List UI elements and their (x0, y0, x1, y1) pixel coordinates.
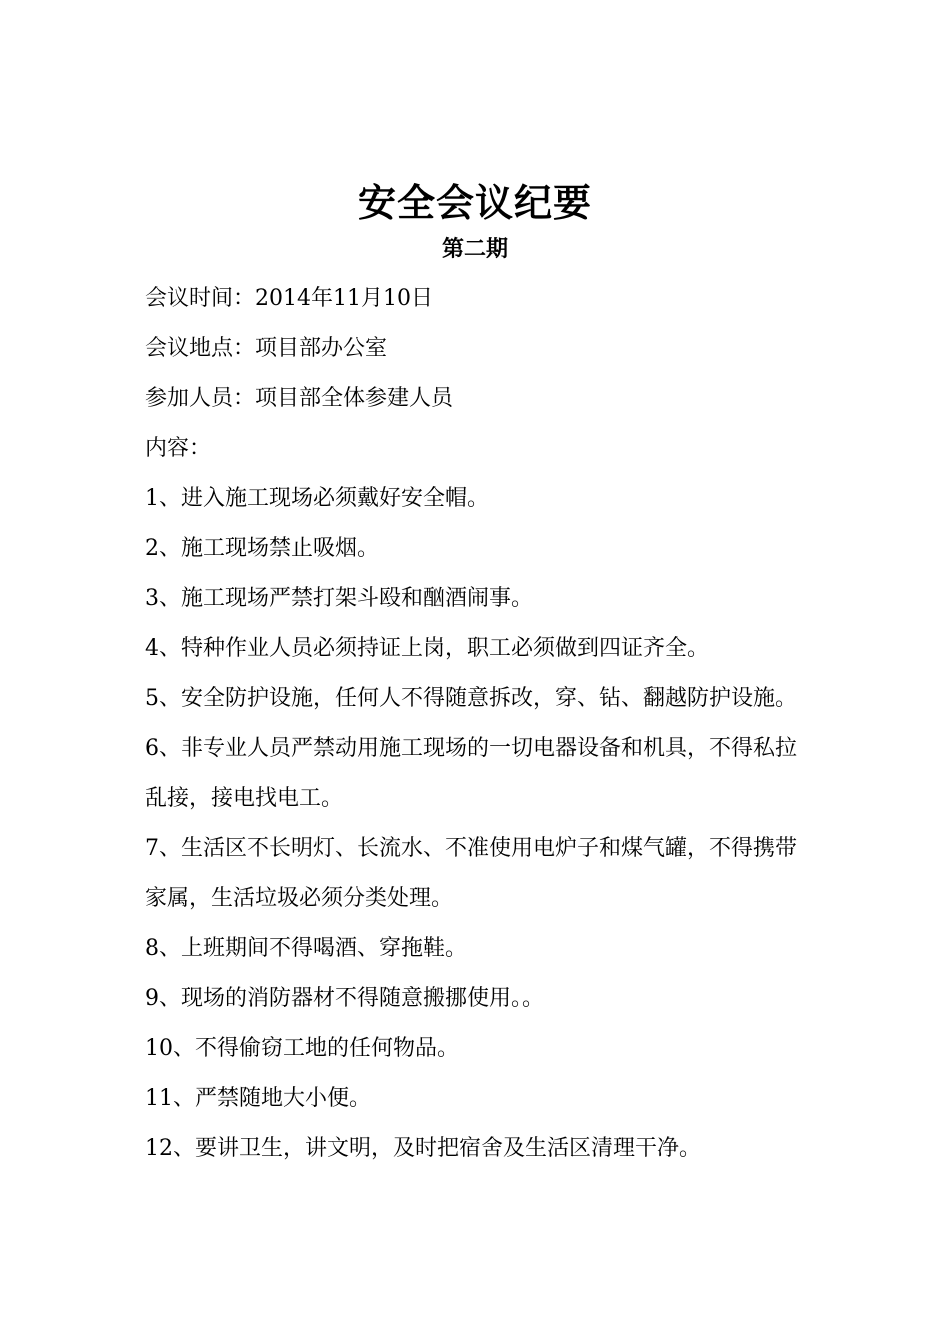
content-label: 内容： (145, 436, 212, 461)
content-item-1: 1、进入施工现场必须戴好安全帽。 (145, 486, 489, 511)
content-item-9: 9、现场的消防器材不得随意搬挪使用。。 (145, 986, 544, 1011)
meeting-place-value: 项目部办公室 (255, 336, 388, 361)
content-item-6: 6、非专业人员严禁动用施工现场的一切电器设备和机具，不得私拉乱接，接电找电工。 (145, 736, 797, 811)
meeting-time-line (145, 274, 810, 324)
content-item-12: 12、要讲卫生，讲文明，及时把宿舍及生活区清理干净。 (145, 1136, 701, 1161)
content-item-11: 11、严禁随地大小便。 (145, 1086, 371, 1111)
content-item-8: 8、上班期间不得喝酒、穿拖鞋。 (145, 936, 467, 961)
document-title: 安全会议纪要 (357, 181, 592, 225)
content-item-4: 4、特种作业人员必须持证上岗，职工必须做到四证齐全。 (145, 636, 709, 661)
content-item-10: 10、不得偷窃工地的任何物品。 (145, 1036, 459, 1061)
meeting-place-line (145, 324, 810, 374)
content-item-5: 5、安全防护设施，任何人不得随意拆改，穿、钻、翻越防护设施。 (145, 686, 797, 711)
content-item-7: 7、生活区不长明灯、长流水、不准使用电炉子和煤气罐，不得携带家属，生活垃圾必须分类处理。 (145, 836, 797, 911)
meeting-time-label: 会议时间： (145, 286, 256, 311)
meeting-place-label: 会议地点： (145, 336, 256, 361)
attendees-label: 参加人员： (145, 386, 256, 411)
content-item-2: 2、施工现场禁止吸烟。 (145, 536, 379, 561)
meeting-time-value: 2014年11月10日 (255, 286, 433, 311)
attendees-value: 项目部全体参建人员 (255, 386, 454, 411)
document-body (145, 274, 810, 1174)
document-subtitle: 第二期 (441, 237, 508, 262)
attendees-line (145, 374, 810, 424)
content-item-3: 3、施工现场严禁打架斗殴和酗酒闹事。 (145, 586, 533, 611)
